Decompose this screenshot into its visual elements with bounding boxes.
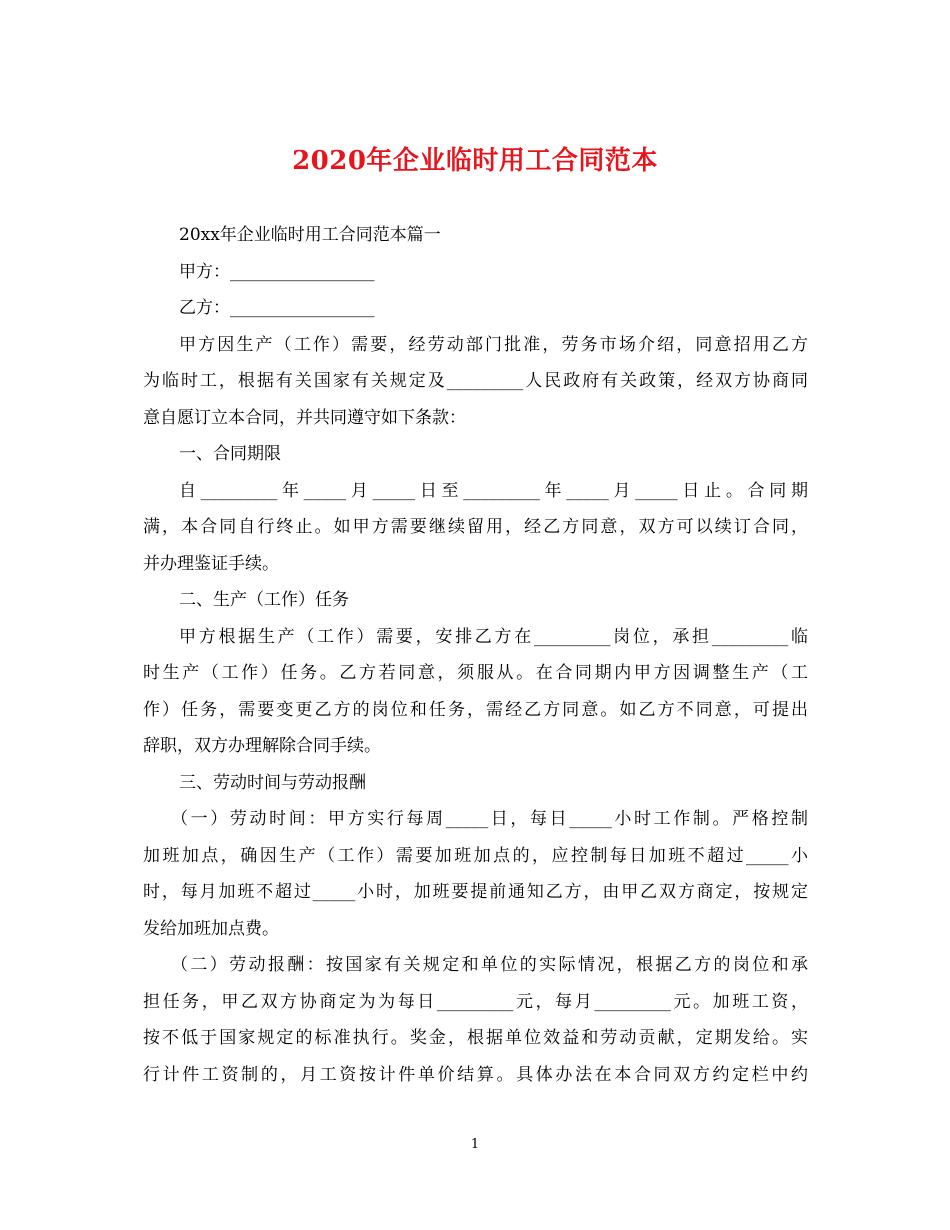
paragraph-intro-line: 意自愿订立本合同，并共同遵守如下条款： (143, 407, 466, 428)
section-heading-version-1: 20xx年企业临时用工合同范本篇一 (179, 225, 441, 245)
paragraph-intro-line: 为临时工，根据有关国家有关规定及_________人民政府有关政策，经双方协商同 (143, 371, 808, 391)
clause-heading-hours-and-pay: 三、劳动时间与劳动报酬 (179, 772, 366, 793)
paragraph-term-line: 并办理鉴证手续。 (143, 553, 279, 574)
paragraph-hours-line: 加班加点，确因生产（工作）需要加班加点的，应控制每日加班不超过_____小 (143, 845, 808, 866)
paragraph-term-line: 自_________年_____月_____日至_________年_____月_____日止。合同期 (179, 480, 808, 501)
paragraph-task-line: 辞职，双方办理解除合同手续。 (143, 736, 381, 756)
paragraph-hours-line: 时，每月加班不超过_____小时，加班要提前通知乙方，由甲乙双方商定，按规定 (143, 882, 808, 902)
paragraph-pay-line: （二）劳动报酬：按国家有关规定和单位的实际情况，根据乙方的岗位和承 (171, 955, 808, 975)
page-number: 1 (470, 1137, 480, 1152)
paragraph-task-line: 作）任务，需要变更乙方的岗位和任务，需经乙方同意。如乙方不同意，可提出 (143, 699, 808, 720)
paragraph-pay-line: 按不低于国家规定的标准执行。奖金，根据单位效益和劳动贡献，定期发给。实 (143, 1028, 808, 1048)
party-a-field: 甲方：_________________ (179, 261, 375, 282)
paragraph-hours-line: （一）劳动时间：甲方实行每周_____日，每日_____小时工作制。严格控制 (171, 809, 808, 829)
paragraph-pay-line: 行计件工资制的，月工资按计件单价结算。具体办法在本合同双方约定栏中约 (143, 1064, 808, 1085)
paragraph-task-line: 时生产（工作）任务。乙方若同意，须服从。在合同期内甲方因调整生产（工 (143, 663, 808, 683)
clause-heading-work-task: 二、生产（工作）任务 (179, 590, 349, 610)
document-body (143, 217, 808, 1093)
clause-heading-contract-term: 一、合同期限 (179, 444, 281, 464)
party-b-field: 乙方：_________________ (179, 298, 375, 318)
paragraph-pay-line: 担任务，甲乙双方协商定为为每日_________元，每月_________元。加班工资， (143, 991, 808, 1012)
paragraph-hours-line: 发给加班加点费。 (143, 918, 279, 939)
paragraph-term-line: 满，本合同自行终止。如甲方需要继续留用，经乙方同意，双方可以续订合同， (143, 517, 808, 537)
page-title: 2020年企业临时用工合同范本 (292, 146, 658, 176)
paragraph-intro-line: 甲方因生产（工作）需要，经劳动部门批准，劳务市场介绍，同意招用乙方 (179, 334, 808, 355)
paragraph-task-line: 甲方根据生产（工作）需要，安排乙方在_________岗位，承担_________临 (179, 626, 808, 647)
